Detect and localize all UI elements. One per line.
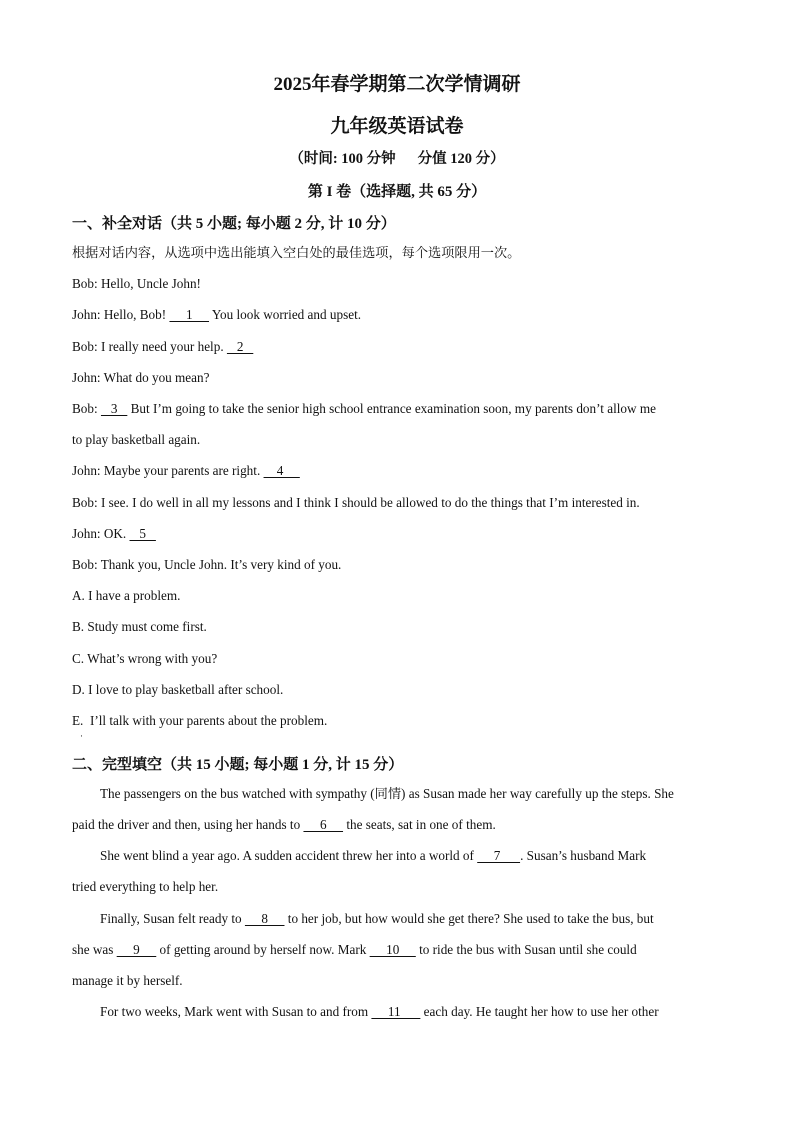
option-d: D. I love to play basketball after school.	[72, 682, 284, 697]
exam-title: 2025年春学期第二次学情调研	[273, 74, 521, 95]
section1-instruction: 根据对话内容，从选项中选出能填入空白处的最佳选项，每个选项限用一次。	[72, 245, 521, 260]
option-a: A. I have a problem.	[72, 588, 181, 603]
dialogue-line: to play basketball again.	[72, 432, 201, 447]
section1-heading: 一、补全对话（共 5 小题; 每小题 2 分, 计 10 分）	[72, 216, 396, 232]
blank-6: 6	[303, 817, 344, 832]
passage-line: She went blind a year ago. A sudden accident threw her into a world of 7 . Susan’s husband Mark	[100, 848, 647, 863]
dialogue-line: Bob: 3 But I’m going to take the senior high school entrance examination soon, my parents don’t allow me	[72, 401, 656, 416]
blank-2: 2	[226, 339, 254, 354]
blank-8: 8	[244, 911, 285, 926]
passage-line: Finally, Susan felt ready to 8 to her job, but how would she get there? She used to take the bus, but	[100, 911, 654, 926]
blank-10: 10	[369, 942, 416, 957]
passage-line: tried everything to help her.	[72, 879, 219, 894]
blank-5: 5	[129, 526, 156, 541]
dialogue-line: Bob: Hello, Uncle John!	[72, 276, 201, 291]
blank-9: 9	[116, 942, 157, 957]
dialogue-line: John: Hello, Bob! 1 You look worried and upset.	[72, 307, 362, 322]
section2-heading: 二、完型填空（共 15 小题; 每小题 1 分, 计 15 分）	[72, 757, 404, 773]
volume-heading: 第 I 卷（选择题, 共 65 分）	[307, 184, 487, 200]
exam-subtitle: 九年级英语试卷	[330, 116, 464, 137]
exam-score: 分值 120 分）	[417, 151, 505, 167]
passage-line: she was 9 of getting around by herself now. Mark 10 to ride the bus with Susan until she could	[72, 942, 637, 957]
dialogue-line: John: What do you mean?	[72, 370, 210, 385]
option-c: C. What’s wrong with you?	[72, 651, 218, 666]
blank-11: 11	[371, 1004, 421, 1019]
option-b: B. Study must come first.	[72, 619, 207, 634]
option-e: E. I’ll talk with your parents about the problem.	[72, 713, 328, 728]
passage-line: For two weeks, Mark went with Susan to and from 11 each day. He taught her how to use her other	[100, 1004, 659, 1019]
blank-3: 3	[100, 401, 128, 416]
passage-line: manage it by herself.	[72, 973, 183, 988]
blank-7: 7	[477, 848, 521, 863]
blank-1: 1	[169, 307, 210, 322]
exam-time-score	[0, 147, 794, 168]
dialogue-line: Bob: I really need your help. 2	[72, 339, 254, 354]
dialogue-line: John: Maybe your parents are right. 4	[72, 463, 300, 478]
stray-mark: ·	[80, 731, 83, 741]
passage-line: The passengers on the bus watched with sympathy (同情) as Susan made her way carefully up the steps. She	[100, 786, 674, 801]
dialogue-line: Bob: Thank you, Uncle John. It’s very kind of you.	[72, 557, 342, 572]
passage-line: paid the driver and then, using her hands to 6 the seats, sat in one of them.	[72, 817, 496, 832]
dialogue-line: John: OK. 5	[72, 526, 156, 541]
blank-4: 4	[263, 463, 300, 478]
exam-time: （时间: 100 分钟	[289, 151, 396, 167]
dialogue-line: Bob: I see. I do well in all my lessons and I think I should be allowed to do the things that I’m interested in.	[72, 495, 640, 510]
